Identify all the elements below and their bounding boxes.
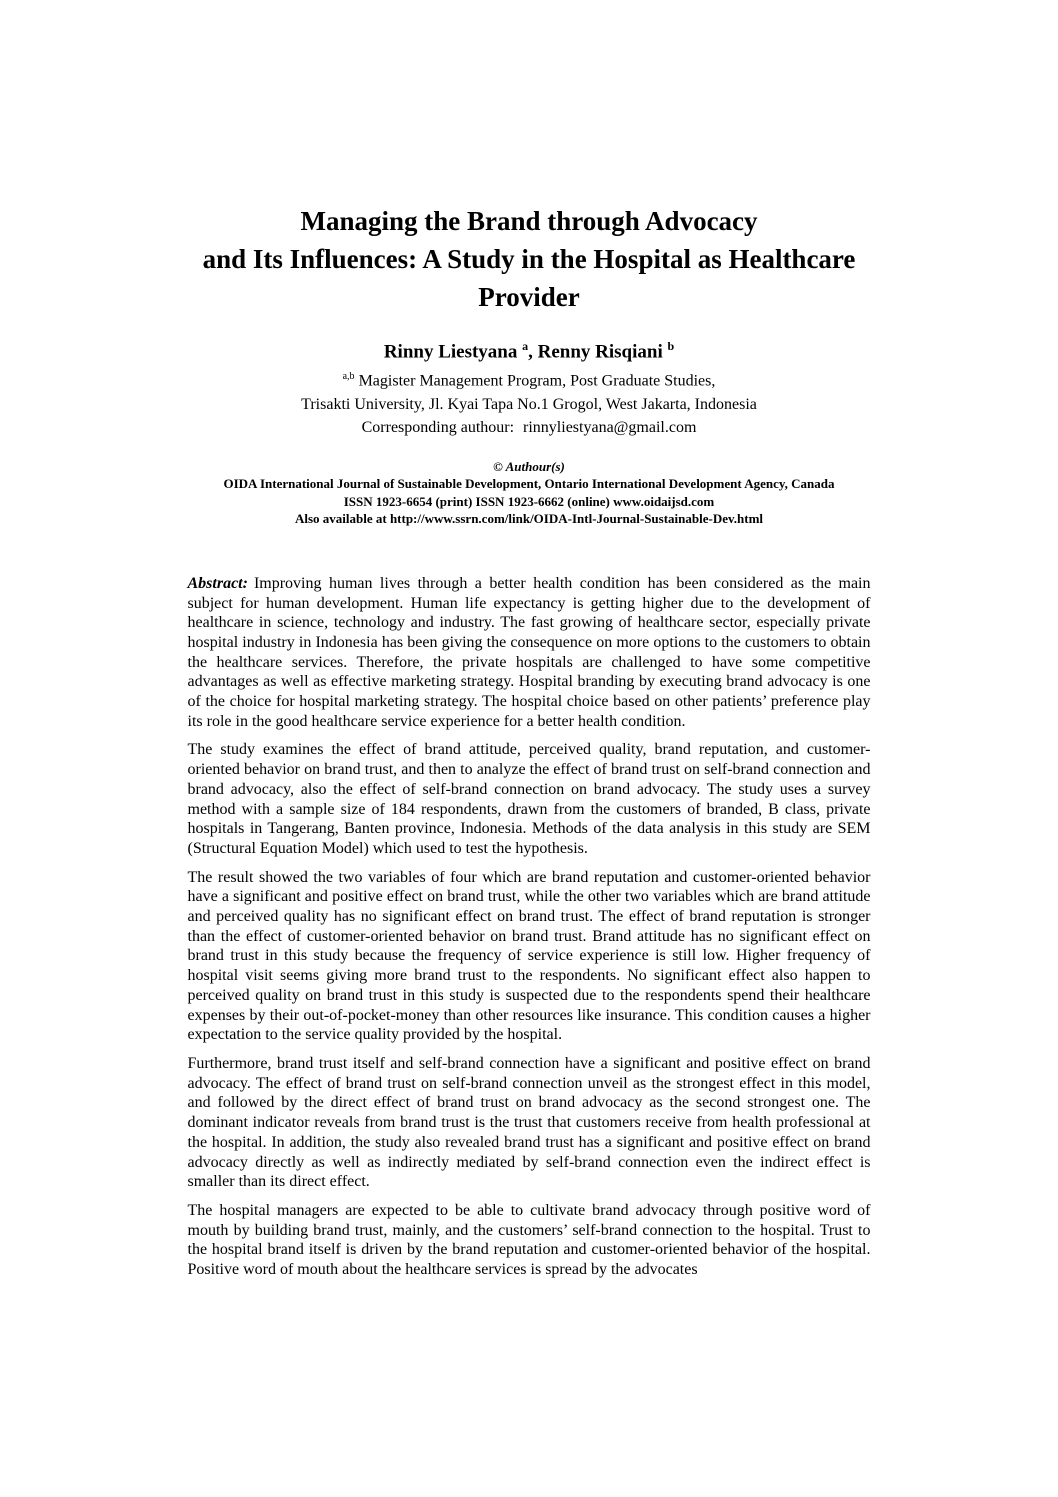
abstract-paragraph-4: Furthermore, brand trust itself and self-brand connection have a significant and positive effect on brand advocacy. The effect of brand trust on self-brand connection unveil as the strongest effect in this model, and followed by the direct effect of brand trust on brand advocacy as the second strongest one. The dominant indicator reveals from brand trust is the trust that customers receive from health professional at the hospital. In addition, the study also revealed brand trust has a significant and positive effect on brand advocacy directly as well as indirectly mediated by self-brand connection even the indirect effect is smaller than its direct effect. bbox=[187, 1054, 871, 1191]
availability-line: Also available at http://www.ssrn.com/link/OIDA-Intl-Journal-Sustainable-Dev.html bbox=[294, 511, 764, 527]
abstract-section bbox=[188, 574, 871, 1280]
paper-title-line-3: Provider bbox=[478, 282, 580, 313]
abstract-label: Abstract: bbox=[187, 574, 248, 592]
author-2-affiliation-mark: b bbox=[667, 339, 675, 354]
affiliation-block bbox=[0, 365, 1058, 438]
author-1-affiliation-mark: a bbox=[522, 339, 529, 354]
journal-imprint-block bbox=[0, 458, 1058, 528]
author-separator: , bbox=[528, 341, 538, 363]
author-name-1: Rinny Liestyana bbox=[383, 341, 518, 363]
corresponding-author-line bbox=[0, 416, 1058, 439]
abstract-paragraph-2: The study examines the effect of brand attitude, perceived quality, brand reputation, and customer-oriented behavior on brand trust, and then to analyze the effect of brand trust on self-brand connection and brand advocacy, also the effect of self-brand connection on brand advocacy. The study uses a survey method with a sample size of 184 respondents, drawn from the customers of branded, B class, private hospitals in Tangerang, Banten province, Indonesia. Methods of the data analysis in this study are SEM (Structural Equation Model) which used to test the hypothesis. bbox=[187, 741, 871, 857]
corresponding-author-label: Corresponding authour: bbox=[361, 418, 515, 436]
abstract-paragraph-3: The result showed the two variables of four which are brand reputation and customer-oriented behavior have a significant and positive effect on brand trust, while the other two variables which are brand attitude and perceived quality has no significant effect on brand trust. The effect of brand reputation is stronger than the effect of customer-oriented behavior on brand trust. Brand attitude has no significant effect on brand trust in this study because the frequency of service experience is still low. Higher frequency of hospital visit seems giving more brand trust to the respondents. No significant effect also happen to perceived quality on brand trust in this study is suspected due to the respondents spend their healthcare expenses by their out-of-pocket-money than other resources like insurance. This condition causes a higher expectation to the service quality provided by the hospital. bbox=[187, 868, 871, 1044]
copyright-line: © Authour(s) bbox=[493, 458, 565, 474]
corresponding-author-email: rinnyliestyana@gmail.com bbox=[523, 418, 697, 436]
issn-line: ISSN 1923-6654 (print) ISSN 1923-6662 (online) www.oidaijsd.com bbox=[343, 493, 715, 509]
paper-title-line-1: Managing the Brand through Advocacy bbox=[300, 206, 758, 237]
paper-title bbox=[0, 18, 1058, 316]
abstract-paragraph-5: The hospital managers are expected to be able to cultivate brand advocacy through positive word of mouth by building brand trust, mainly, and the customers’ self-brand connection to the hospital. Trust to the hospital brand itself is driven by the brand reputation and customer-oriented behavior of the hospital. Positive word of mouth about the healthcare services is spread by the advocates bbox=[187, 1201, 871, 1279]
journal-name-line: OIDA International Journal of Sustainable Development, Ontario International Development Agency, Canada bbox=[223, 476, 835, 492]
authors-line bbox=[0, 334, 1058, 364]
abstract-paragraph-1-text: Improving human lives through a better health condition has been considered as the main subject for human development. Human life expectancy is getting higher due to the development of healthcare in science, technology and industry. The fast growing of healthcare sector, especially private hospital industry in Indonesia has been giving the consequence on more options to the customers to obtain the healthcare services. Therefore, the private hospitals are challenged to have some competitive advantages as well as effective marketing strategy. Hospital branding by executing brand advocacy is one of the choice for hospital marketing strategy. The hospital choice based on other patients’ preference play its role in the good healthcare service experience for a better health condition. bbox=[187, 574, 871, 730]
author-name-2: Renny Risqiani bbox=[537, 341, 663, 363]
abstract-paragraph-1 bbox=[188, 574, 871, 732]
affiliation-sup-marks: a,b bbox=[342, 371, 355, 383]
affiliation-line-1 bbox=[0, 365, 1058, 392]
paper-title-line-2: and Its Influences: A Study in the Hospital as Healthcare bbox=[202, 244, 856, 275]
affiliation-program: Magister Management Program, Post Graduate Studies, bbox=[354, 372, 716, 390]
affiliation-line-2: Trisakti University, Jl. Kyai Tapa No.1 Grogol, West Jakarta, Indonesia bbox=[301, 395, 757, 413]
